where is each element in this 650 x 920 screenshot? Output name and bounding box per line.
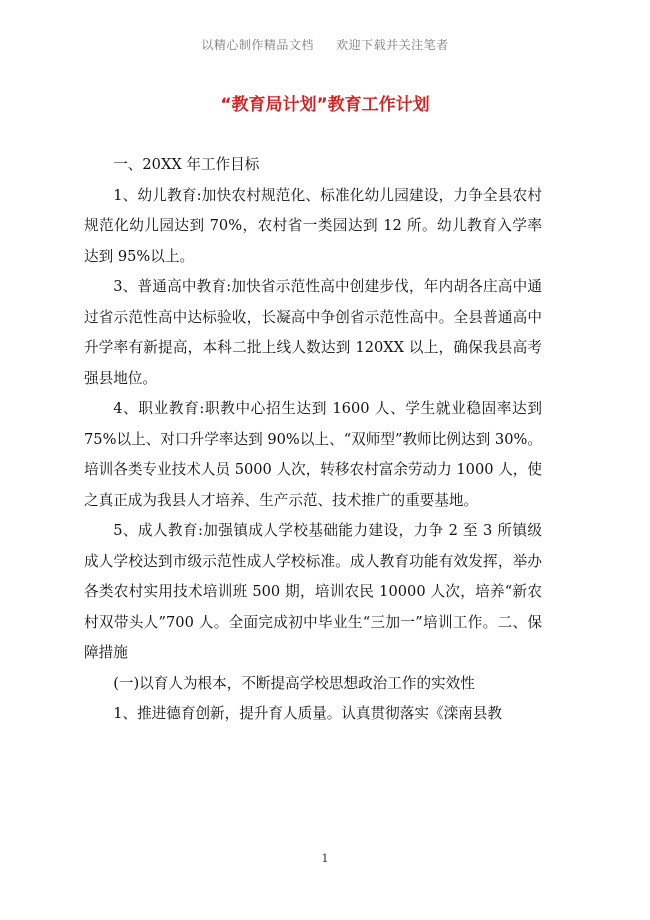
header-left-text: 以精心制作精品文档: [201, 38, 314, 52]
paragraph-preschool-education: 1、幼儿教育:加快农村规范化、标准化幼儿园建设，力争全县农村规范化幼儿园达到 70%，农村省一类园达到 12 所。幼儿教育入学率达到 95%以上。: [84, 186, 542, 265]
paragraph-vocational-education: 4、职业教育:职教中心招生达到 1600 人、学生就业稳固率达到 75%以上、对口升学率达到 90%以上、“双师型”教师比例达到 30%。培训各类专业技术人员 5000 人次，转移农村富余劳动力 1000 人，使之真正成为我县人才培养、生产示范、技术推广的重要基地。: [84, 400, 542, 509]
paragraph-adult-education: 5、成人教育:加强镇成人学校基础能力建设，力争 2 至 3 所镇级成人学校达到市级示范性成人学校标准。成人教育功能有效发挥，举办各类农村实用技术培训班 500 期，培训农民 10000 人次，培养“新农村双带头人”700 人。全面完成初中毕业生“三加一”培训工作。二、保障措施: [84, 522, 542, 661]
header-right-text: 欢迎下载并关注笔者: [336, 38, 449, 52]
document-body: [84, 150, 542, 730]
paragraph-moral-education: 1、推进德育创新，提升育人质量。认真贯彻落实《滦南县教: [113, 705, 502, 722]
page-number: 1: [321, 852, 329, 865]
subsection-heading: (一)以育人为根本，不断提高学校思想政治工作的实效性: [113, 674, 475, 692]
document-title: “教育局计划”教育工作计划: [220, 95, 430, 115]
paragraph-high-school-education: 3、普通高中教育:加快省示范性高中创建步伐，年内胡各庄高中通过省示范性高中达标验收，长凝高中争创省示范性高中。全县普通高中升学率有新提高，本科二批上线人数达到 120XX 以上，确保我县高考强县地位。: [84, 278, 542, 387]
section-heading: 一、20XX 年工作目标: [113, 156, 260, 173]
page-header: [0, 36, 650, 53]
